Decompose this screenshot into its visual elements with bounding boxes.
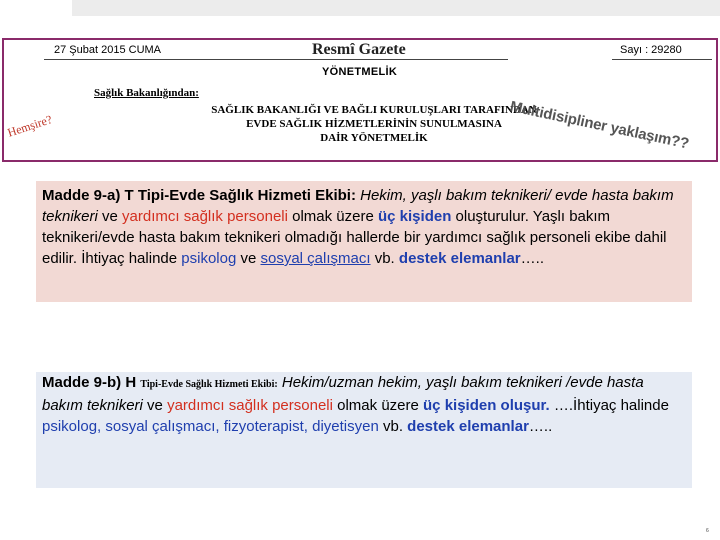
text: Hekim/uzman hekim, yaşlı bakım teknikeri /evde hasta bakım teknikeri xyxy=(42,374,644,414)
gazette-rule xyxy=(44,59,508,60)
text: ….. xyxy=(520,250,544,267)
highlight-blue: psikolog, sosyal çalışmacı, fizyoterapist, diyetisyen xyxy=(42,418,379,435)
text: ve xyxy=(97,208,123,225)
text: ….İhtiyaç halinde xyxy=(549,397,669,414)
highlight-blue: destek elemanlar xyxy=(398,250,521,267)
text: olmak üzere xyxy=(287,208,378,225)
gazette-heading-line: DAİR YÖNETMELİK xyxy=(320,132,428,144)
gazette-title: Resmî Gazete xyxy=(312,41,406,58)
highlight-blue: destek elemanlar xyxy=(407,418,529,435)
gazette-clipping xyxy=(2,38,718,162)
highlight-blue: üç kişiden oluşur. xyxy=(423,397,550,414)
text: vb. xyxy=(378,418,408,435)
text: İhtiyaç halinde xyxy=(77,250,182,267)
text: ve xyxy=(142,397,168,414)
top-bar xyxy=(72,0,720,16)
gazette-ministry: Sağlık Bakanlığından: xyxy=(94,87,199,99)
article-9b-subtitle: Tipi-Evde Sağlık Hizmeti Ekibi: xyxy=(140,379,278,390)
text: vb. xyxy=(370,250,399,267)
text: ve xyxy=(236,250,261,267)
article-9b-title: Madde 9-b) H xyxy=(42,374,141,391)
highlight-red: yardımcı sağlık personeli xyxy=(167,397,333,414)
highlight-blue: sosyal çalışmacı xyxy=(260,250,371,267)
text: olmak üzere xyxy=(332,397,424,414)
page-number: 6 xyxy=(706,528,709,534)
gazette-heading-line: SAĞLIK BAKANLIĞI VE BAĞLI KURULUŞLARI TARAFINDAN xyxy=(211,104,537,116)
article-9a-box xyxy=(36,181,692,302)
highlight-blue: psikolog xyxy=(181,250,237,267)
highlight-red: yardımcı sağlık personeli xyxy=(122,208,288,225)
multidisciplinary-annotation: Multidisipliner yaklaşım?? xyxy=(508,98,691,153)
gazette-rule-right xyxy=(612,59,712,60)
highlight-blue: üç kişiden xyxy=(378,208,452,225)
hemsire-annotation: Hemşire? xyxy=(5,112,54,140)
gazette-section: YÖNETMELİK xyxy=(322,66,398,78)
gazette-date: 27 Şubat 2015 CUMA xyxy=(54,44,162,56)
text: bir yardımcı sağlık personeli ekibe dahil edilir. xyxy=(42,229,667,267)
article-9a-title: Madde 9-a) T Tipi-Evde Sağlık Hizmeti Ekibi: xyxy=(42,187,356,204)
text: Hekim, yaşlı bakım teknikeri/ evde hasta bakım teknikeri xyxy=(42,187,674,225)
text: oluşturulur. Yaşlı bakım teknikeri/evde hasta bakım teknikeri olmadığı hallerde xyxy=(42,208,611,246)
article-9b-box xyxy=(36,372,692,488)
text: ….. xyxy=(528,418,553,435)
gazette-heading-line: EVDE SAĞLIK HİZMETLERİNİN SUNULMASINA xyxy=(246,118,502,130)
gazette-issue: Sayı : 29280 xyxy=(620,44,682,56)
